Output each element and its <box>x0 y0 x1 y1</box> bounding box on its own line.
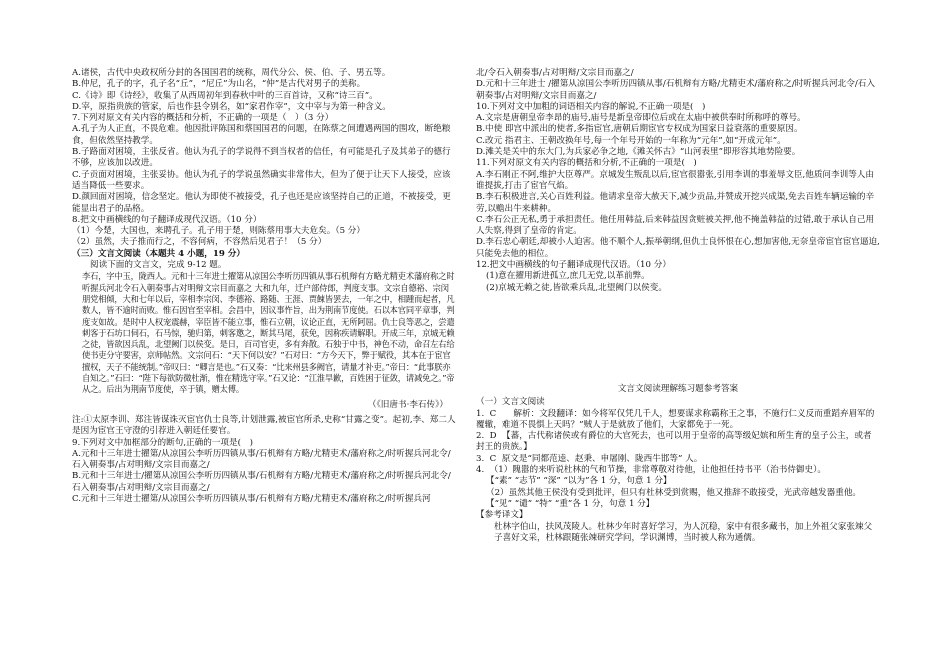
option-line: 北/令石入朝奏事/占对明辩/文宗目而嘉之/ <box>476 68 634 78</box>
answer-title: 文言文阅读理解练习题参考答案 <box>617 383 739 394</box>
answer-line: 1. C 解析：文段翻译：如今将军仅凭几千人，想要谋求称霸称王之事，不施行仁义反而重蹈弃眉军的覆辙，难道不畏惧上天吗？”贼人于是就放了他们，大家都免于一死。 <box>476 408 875 430</box>
option-line: D.宰，原指贵族的管家，后也作县令别名，如“家君作宰”，文中宰与为第一种含义。 <box>72 101 391 112</box>
option-line: A.李石刚正不阿,维护大臣尊严。京城发生叛乱以后,宦官很嚣张,引用李训的事羞辱文臣,他质问李训等人由谁提拔,打击了宦官气焰。 <box>476 169 874 191</box>
option-line: B.仲尼，孔子的字，孔子名“丘”，“尼丘”为山名，“仲”是古代对男子的美称。 <box>72 79 366 90</box>
sub-question: （2）虽然，夫子推而行之，不容何病，不容然后见君子！（5 分） <box>72 237 327 248</box>
option-line: A.诸侯，古代中央政权所分封的各国国君的统称，周代分公、侯、伯、子、男五等。 <box>72 68 391 78</box>
option-line: C.元和十三年进士擢第/从凉国公李听历四镇从事/石机辩有方略/尤精吏术/藩府称之/时听握兵河 <box>72 493 431 504</box>
option-line: C.改元 指君主、王朝改换年号,每一个年号开始的一年称为“元年”,如“开成元年”。 <box>476 135 786 146</box>
answer-line: 3. C 原文是“同都范逵、赵秉、申屠刚、陇西牛邯等” 人。 <box>476 453 703 464</box>
option-line: B.李石积极进言,关心百姓利益。他请求皇帝大赦天下,减少贡品,并赞成开挖兴成渠,免去百姓车辆运输的辛劳,以赡出牛来耕种。 <box>476 192 875 214</box>
question-10: 10.下列对文中加粗的词语相关内容的解说,不正确一项是( ) <box>476 101 706 112</box>
sub-question: (1)意在擢用新进孤立,庶几无党,以革前弊。 <box>486 271 650 282</box>
question-8: 8.把文中画横线的句子翻译成现代汉语。（10 分） <box>72 214 262 225</box>
left-column <box>72 68 456 505</box>
option-line: C.李石公正无私,勇于承担责任。他任用韩益,后来韩益因贪赃被关押,他不掩盖韩益的过错,敢于承认自己用人失察,得到了皇帝的肯定。 <box>476 214 875 237</box>
passage-source: （《旧唐书·李石传》） <box>367 399 448 410</box>
answer-line: 【参考译文】 <box>476 510 528 521</box>
passage-intro: 阅读下面的文言文，完成 9-12 题。 <box>90 260 227 271</box>
question-12: 12.把文中画横线的句子翻译成现代汉语。（10 分） <box>476 260 671 271</box>
answer-section: （一）文言文阅读 <box>476 397 545 408</box>
answer-line: 【“素” “志节” “深” “以为”各 1 分，句意 1 分】 <box>486 476 672 487</box>
option-line: B.子路面对困境，主张反省。他认为孔子的学说得不到当权者的信任，有可能是孔子及其弟子的德行不够，应该加以改进。 <box>72 147 451 169</box>
option-line: B.元和十三年进士/擢第从凉国公李听历四镇从事/石机辩有方略/尤精吏术/藩府称之/时听握兵河北令/石入朝奏事/占对明辩/文宗目而嘉之/ <box>72 471 451 493</box>
option-line: D.滩关是关中的东大门,为兵家必争之地,《滩关怀古》“山河表里”即形容其地势险要。 <box>476 147 801 158</box>
option-line: D.颜回面对困境，信念坚定。他认为即使不被接受，孔子也还是应该坚持自己的正道，不被接受，更能显出君子的品格。 <box>72 192 451 214</box>
right-column <box>476 68 880 544</box>
option-line: A.文宗是唐朝皇帝李昂的庙号,庙号是新皇帝即位后或在太庙中被供奉时所称呼的尊号。 <box>476 113 806 124</box>
sub-question: （1）今楚，大国也，来聘孔子。孔子用于楚，则陈蔡用事大夫危矣。（5 分） <box>72 226 365 237</box>
sub-question: (2)京城无赖之徒,皆欲乘兵乱,北望阙门以侯变。 <box>486 282 667 293</box>
passage-note: 注:①太原李训、郑注皆谋诛灭宦官仇士良等,计划泄露,被宦官所杀,史称“甘露之变”。起初,李、郑二人是因为宦官王守澄的引荐进入朝廷任要官。 <box>72 414 456 437</box>
option-line: D.元和十三年进士 /擢第从凉国公李听历四镇从事/石机辩有方略/尤精吏术/藩府称之/时听握兵河北令/石入朝奏事/占对明辩/文宗目而嘉之/ <box>476 79 875 101</box>
question-7: 7.下列对原文有关内容的概括和分析，不正确的一项是（ ）（3 分） <box>72 113 334 124</box>
section-title: （三）文言文阅读（本题共 4 小题，19 分） <box>72 248 246 259</box>
passage-text: 李石，字中玉，陇西人。元和十三年进士擢第从凉国公李听历四镇从事石机辩有方略尤精吏术藩府称之时听握兵河北令石入朝奏事占对明辩文宗目而嘉之 大和九年，迁户部侍郎，判度支事。文宗自德裕、宗闵朋党相倾，大和七年以后，宰相李宗闵、李德裕、路随、王涯、贾餗皆罢去，一年之中，相踵而起者，凡数人，皆不逾时而败。惟石因官至宰相。会昌中，因议事忤旨，出为荆南节度使。石以本官同平章事，判度支如故。是时中人权宠震赫，宰臣皆不能立事，惟石立朝，议论正直，无所阿屈。仇士良等恶之，尝遣刺客于石坊口伺石，石马惊，驰归第，刺客邀之，断其马尾，获免，因称疾请解职。开成三年，京城无赖之徒，皆欲因兵乱，北望阙门以侯变。是日，百司官吏，多有奔散。石独于中书，神色不动，命召左右给使书吏分守要害，京师帖然。文宗问石：“天下何以安？”石对曰：“方今天下，弊于赋役，其本在于宦官擅权，天子不能统制。”帝叹曰：“卿言是也。”石又奏：“比来州县多阙官，请量才补吏。”帝曰：“此事朕亦自知之。”石曰：“陛下每欲防微杜渐，惟在精选守宰。”石又论：“江淮旱歉，百姓困于征敛，请减免之。”帝从之。后出为荆南节度使，卒于镇，赠太傅。 <box>82 271 455 395</box>
answer-line: 杜林字伯山，扶风茂陵人。杜林少年时喜好学习，为人沉稳，家中有很多藏书，加上外祖父家张竦父子喜好文采，杜林跟随张竦研究学问，学识渊博，当时被人称为通儒。 <box>494 521 873 543</box>
option-line: C.《诗》即《诗经》，收集了从西周初年到春秋中叶的三百首诗，又称“诗三百”。 <box>72 90 378 101</box>
option-line: C.子贡面对困境，主张妥协。他认为孔子的学说虽然确实非常伟大，但为了便于让天下人接受，应该适当降低一些要求。 <box>72 169 451 191</box>
blank-space <box>476 294 880 384</box>
option-line: D.李石忠心朝廷,却被小人迫害。他不顺个人,振举朝纲,但仇士良怀恨在心,想加害他,无奈皇帝宦官宦官逼迫,只能免去他的相位。 <box>476 237 880 259</box>
answer-line: 4. （1）隗嚣的来听说杜林的气和节操，非常尊敬对待他，让他担任持书平（治书侍御史）。 <box>476 465 826 476</box>
option-line: A.孔子为人正直，不畏危难。他因批评陈国和蔡国国君的问题，在陈蔡之间遭遇两国的围攻，断绝粮食，但依然坚持教学。 <box>72 124 451 146</box>
answer-line: 2. D 【蕃，古代称诸侯或有爵位的大官死去，也可以用于皇帝的高等级妃嫔和所生育的皇子公主，或者封王的贵族。】 <box>476 431 872 453</box>
answer-line: （2）虽然其他王侯没有受到批评，但只有杜林受到赏赐，他又推辞不敢接受，光武帝越发器重他。【“见” “谴” “特” “重”各 1 分，句意 1 分】 <box>486 487 862 509</box>
question-9: 9.下列对文中加框部分的断句,正确的一项是( ) <box>72 437 253 448</box>
question-11: 11.下列对原文有关内容的概括和分析,不正确的一项是( ) <box>476 158 697 169</box>
option-line: A.元和十三年进士擢第/从凉国公李听历四镇从事/石机辩有方略/尤精吏术/藩府称之/时听握兵河北令/石入朝奏事/占对明辩/文宗目而嘉之/ <box>72 448 451 471</box>
option-line: B.中使 即宫中派出的使者,多指宦官,唐朝后期宦官专权成为国家日益衰落的重要原因。 <box>476 124 803 135</box>
